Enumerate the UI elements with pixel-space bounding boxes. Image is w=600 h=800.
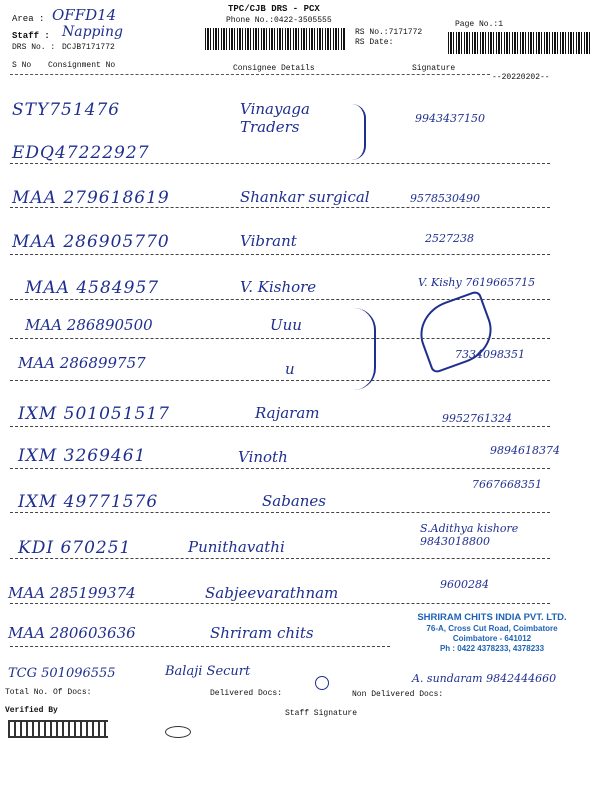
row-9-consignment: IXM 3269461 [18, 446, 147, 466]
header-divider [10, 74, 490, 75]
row-divider [10, 163, 550, 164]
row-divider [10, 468, 550, 469]
row-divider [10, 380, 550, 381]
col-consignee-details: Consignee Details [233, 64, 315, 73]
row-7-consignment: MAA 286899757 [18, 354, 146, 372]
stamp-phone: Ph : 0422 4378233, 4378233 [439, 643, 545, 653]
row-7-signature: 7334098351 [455, 348, 525, 361]
verified-by-label: Verified By [5, 706, 58, 715]
row-divider [10, 512, 550, 513]
row-6-brace [352, 308, 376, 390]
row-11-consignment: KDI 670251 [18, 538, 132, 558]
barcode-drs [205, 28, 345, 50]
barcode-rs [448, 32, 590, 54]
stamp-address: 76-A, Cross Cut Road, Coimbatore [426, 623, 558, 633]
delivered-docs-label: Delivered Docs: [210, 689, 283, 698]
row-divider [10, 254, 550, 255]
row-10-consignee: Sabanes [262, 492, 326, 510]
row-divider [10, 603, 550, 604]
row-5-consignment: MAA 4584957 [25, 278, 160, 298]
row-14-consignee: Balaji Securt [165, 664, 251, 679]
area-value: OFFD14 [52, 6, 117, 24]
row-11-signature: S.Adithya kishore 9843018800 [420, 522, 519, 548]
row-14-consignment: TCG 501096555 [8, 666, 116, 681]
row-1-consignment: STY751476 [12, 100, 121, 120]
row-1-signature: 9943437150 [415, 112, 485, 125]
row-11-consignee: Punithavathi [188, 538, 285, 556]
page-number: Page No.:1 [455, 20, 504, 29]
row-1-brace [350, 104, 366, 160]
row-12-consignment: MAA 285199374 [8, 584, 136, 602]
row-divider [10, 646, 390, 647]
row-3-signature: 9578530490 [410, 192, 480, 205]
row-8-consignment: IXM 501051517 [18, 404, 170, 424]
row-10-signature: 7667668351 [472, 478, 542, 491]
row-1-consignee: Vinayaga Traders [240, 100, 310, 136]
non-delivered-docs-label: Non Delivered Docs: [352, 690, 444, 699]
row-7-consignee: u [285, 360, 295, 378]
row-divider [10, 558, 550, 559]
row-3-consignee: Shankar surgical [240, 188, 370, 206]
row-4-signature: 2527238 [425, 232, 474, 245]
row-13-consignee: Shriram chits [210, 624, 314, 642]
staff-signature-label: Staff Signature [285, 709, 358, 718]
document-title: TPC/CJB DRS - PCX [228, 4, 320, 14]
total-docs-label: Total No. Of Docs: [5, 688, 92, 697]
row-8-signature: 9952761324 [442, 412, 512, 425]
row-13-consignment: MAA 280603636 [8, 624, 136, 642]
row-4-consignment: MAA 286905770 [12, 232, 170, 252]
col-signature: Signature [412, 64, 456, 73]
stamp-company-name: SHRIRAM CHITS INDIA PVT. LTD. [417, 612, 567, 623]
staff-value: Napping [62, 24, 123, 40]
col-consignment: Consignment No [48, 61, 116, 70]
drs-value: DCJB7171772 [62, 43, 115, 52]
row-12-consignee: Sabjeevarathnam [205, 584, 339, 602]
row-divider [10, 338, 550, 339]
stamp-city: Coimbatore - 641012 [452, 633, 532, 643]
phone-number: Phone No.:0422-3505555 [226, 16, 332, 25]
company-stamp [396, 612, 588, 654]
row-5-signature: V. Kishy 7619665715 [418, 276, 536, 289]
verified-signature-scribble [8, 720, 108, 738]
rs-date: RS Date: [355, 38, 394, 47]
row-4-consignee: Vibrant [240, 232, 297, 250]
row-3-consignment: MAA 279618619 [12, 188, 170, 208]
row-9-consignee: Vinoth [238, 448, 288, 466]
row-14-signature: A. sundaram 9842444660 [412, 672, 557, 685]
row-12-signature: 9600284 [440, 578, 489, 591]
row-6-consignment: MAA 286890500 [25, 316, 153, 334]
staff-label: Staff : [12, 31, 50, 41]
signature-scribble [411, 290, 501, 375]
row-14-mark [315, 676, 329, 690]
row-2-consignment: EDQ47222927 [12, 143, 150, 163]
date-code: --20220202-- [492, 73, 550, 82]
row-10-consignment: IXM 49771576 [18, 492, 159, 512]
col-sno: S No [12, 61, 32, 70]
row-8-consignee: Rajaram [255, 404, 320, 422]
row-9-signature: 9894618374 [490, 444, 560, 457]
rs-number: RS No.:7171772 [355, 28, 423, 37]
row-divider [10, 426, 550, 427]
row-divider [10, 207, 550, 208]
area-label: Area : [12, 14, 45, 24]
row-5-consignee: V. Kishore [240, 278, 317, 296]
verified-mark [165, 726, 191, 738]
drs-label: DRS No. : [12, 43, 56, 52]
row-6-consignee: Uuu [270, 316, 302, 334]
